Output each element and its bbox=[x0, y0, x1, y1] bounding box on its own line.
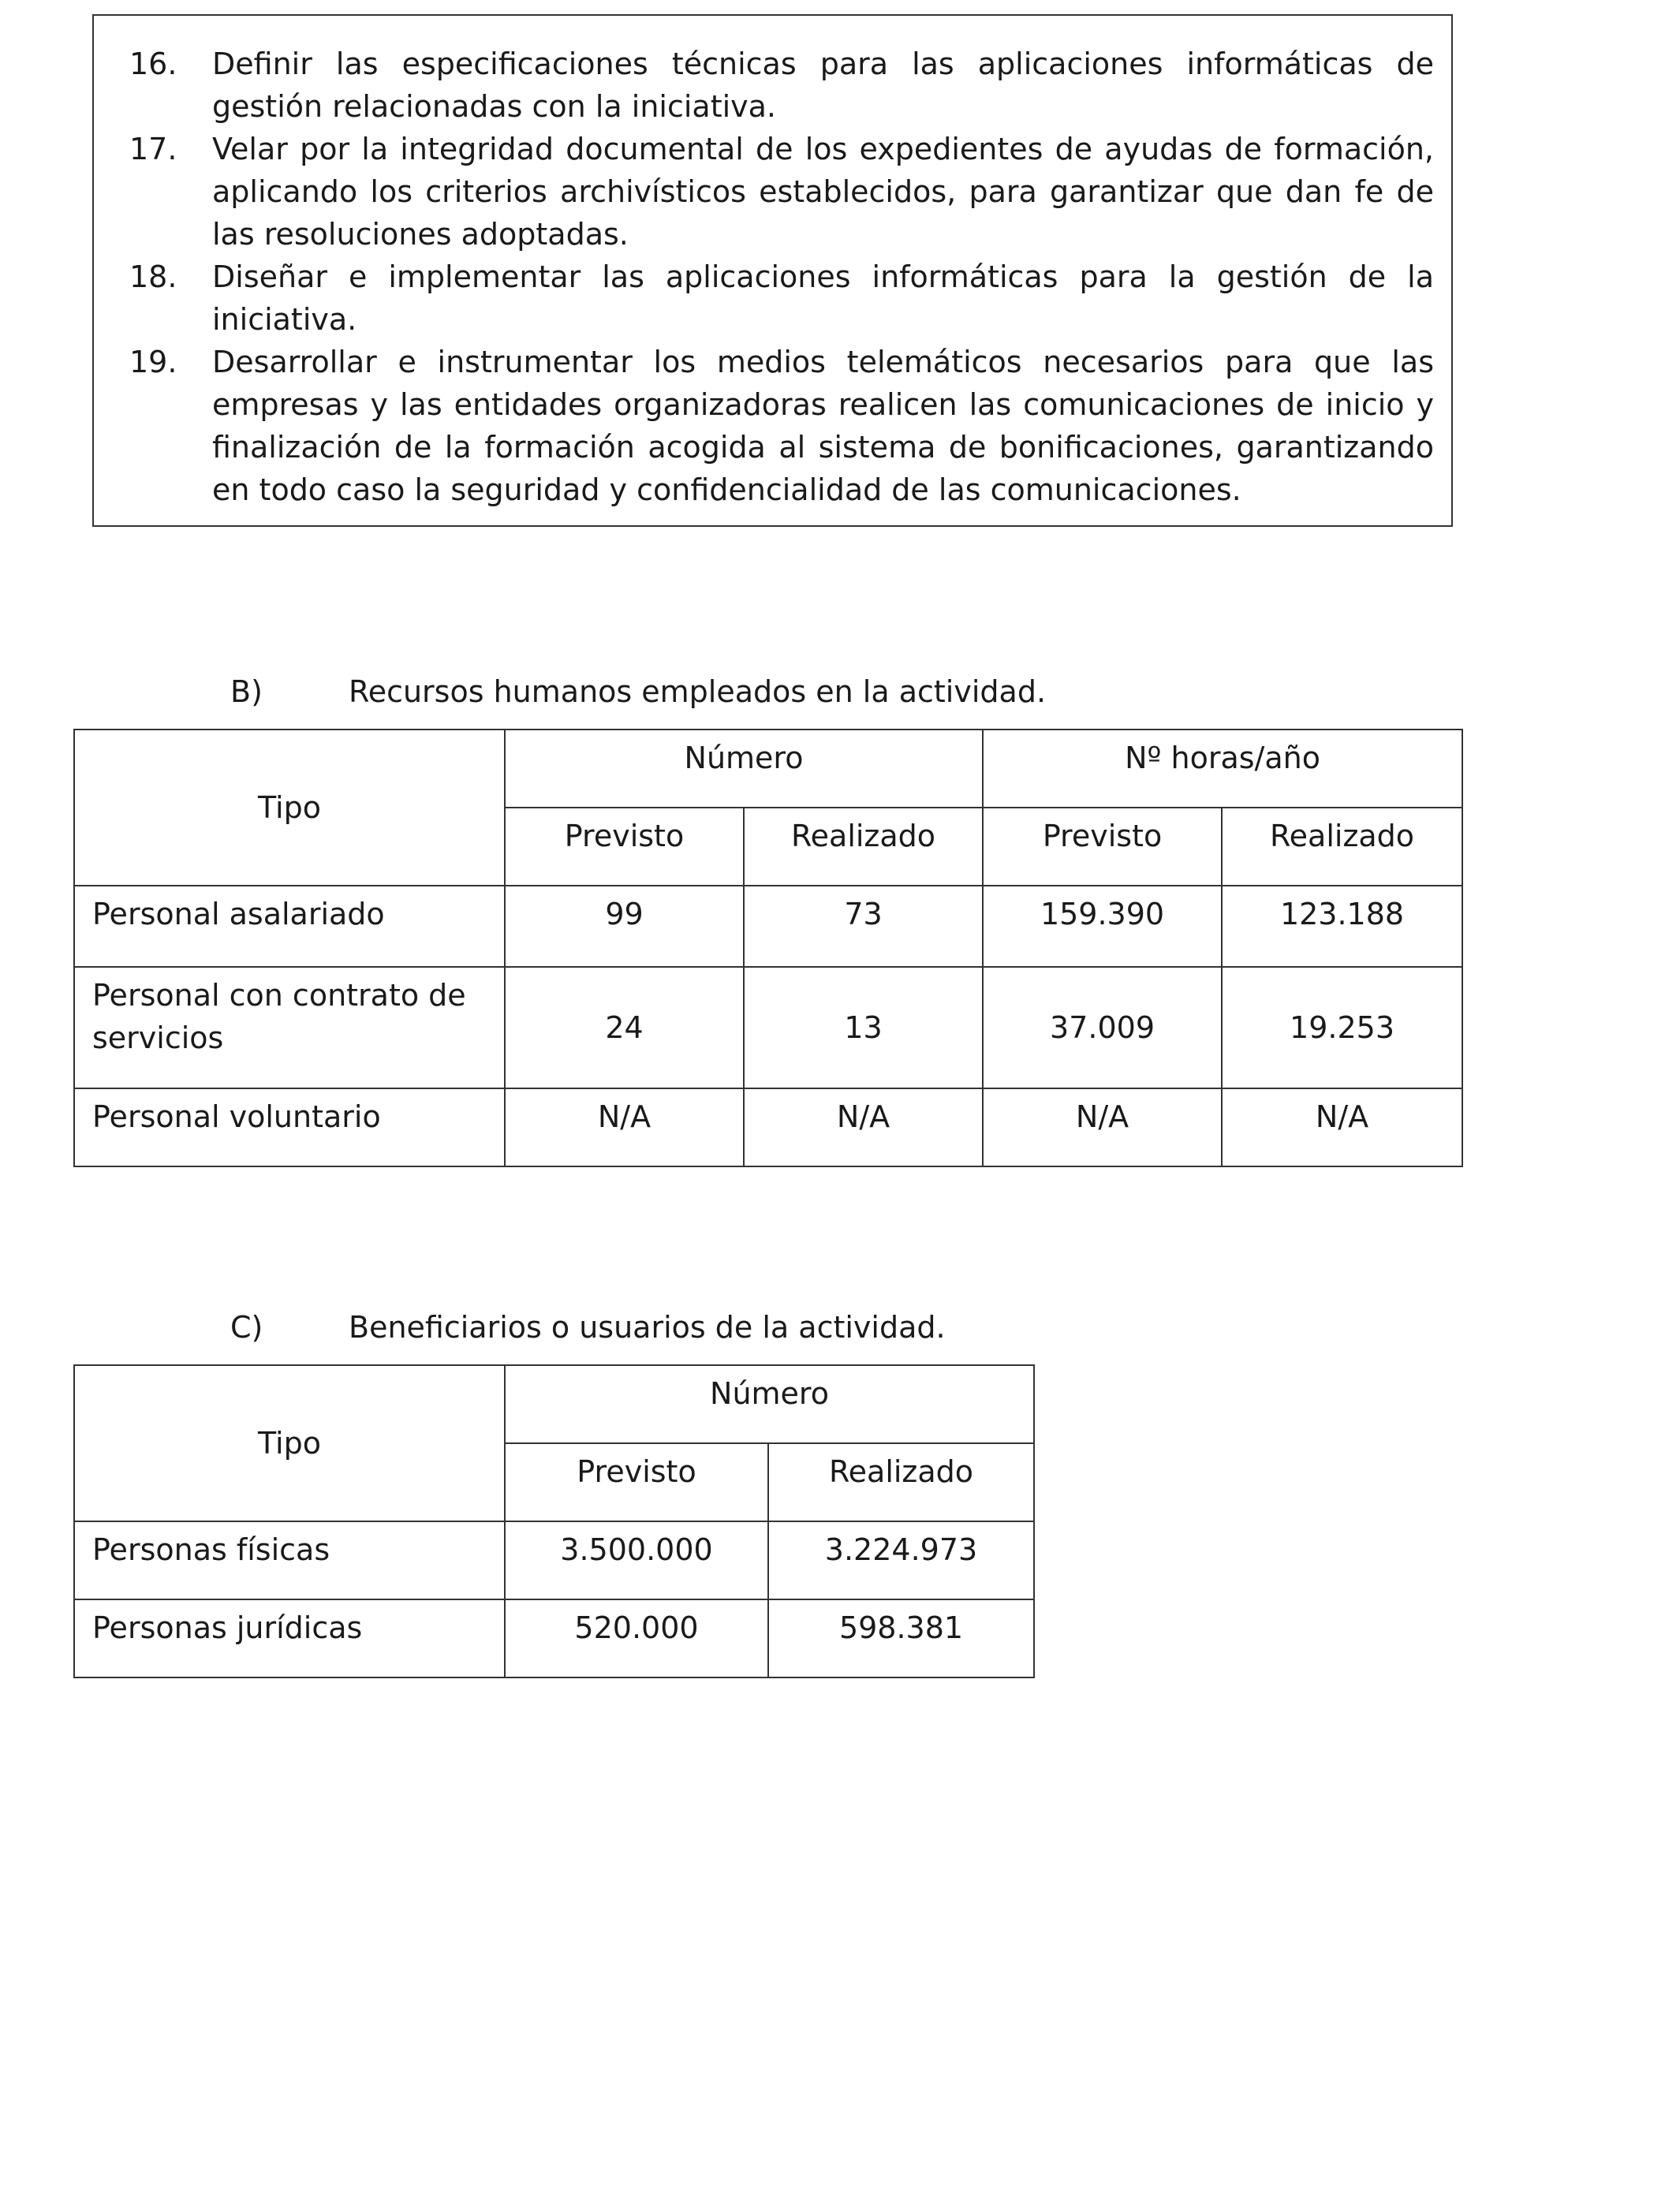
functions-list-box bbox=[92, 14, 1453, 527]
list-item-text: Diseñar e implementar las aplicaciones informáticas para la gestión de la iniciativa. bbox=[212, 259, 1434, 337]
row-label: Personal con contrato de servicios bbox=[74, 967, 505, 1088]
horas-realizado-cell: N/A bbox=[1222, 1088, 1462, 1166]
num-realizado-cell: 73 bbox=[744, 886, 983, 967]
realizado-cell: 3.224.973 bbox=[768, 1521, 1034, 1599]
table-row bbox=[74, 1088, 1462, 1166]
section-c-title: Beneficiarios o usuarios de la actividad. bbox=[349, 1310, 946, 1345]
previsto-header: Previsto bbox=[505, 1443, 768, 1521]
previsto-cell: 520.000 bbox=[505, 1599, 768, 1677]
section-b-letter: B) bbox=[230, 674, 263, 709]
num-previsto-cell: N/A bbox=[505, 1088, 744, 1166]
num-previsto-cell: 99 bbox=[505, 886, 744, 967]
list-item-number: 19. bbox=[129, 345, 177, 379]
list-item-number: 18. bbox=[129, 259, 177, 294]
previsto-header: Previsto bbox=[983, 808, 1222, 886]
horas-previsto-cell: 37.009 bbox=[983, 967, 1222, 1088]
row-label: Personal voluntario bbox=[74, 1088, 505, 1166]
tipo-header: Tipo bbox=[74, 1365, 505, 1521]
section-b-title: Recursos humanos empleados en la actividad. bbox=[349, 674, 1047, 709]
table-row bbox=[74, 967, 1462, 1088]
list-item-text: Definir las especificaciones técnicas para las aplicaciones informáticas de gestión relacionadas con la iniciativa. bbox=[212, 47, 1434, 124]
realizado-cell: 598.381 bbox=[768, 1599, 1034, 1677]
num-realizado-cell: N/A bbox=[744, 1088, 983, 1166]
list-item-number: 17. bbox=[129, 132, 177, 166]
human-resources-table bbox=[73, 729, 1463, 1167]
beneficiaries-table bbox=[73, 1364, 1035, 1678]
row-label: Personas jurídicas bbox=[74, 1599, 505, 1677]
list-item-text: Velar por la integridad documental de los expedientes de ayudas de formación, aplicando los criterios archivísticos establecidos, para garantizar que dan fe de las resoluciones adoptadas. bbox=[212, 132, 1434, 252]
table-row bbox=[74, 1521, 1034, 1599]
horas-realizado-cell: 123.188 bbox=[1222, 886, 1462, 967]
numero-header: Número bbox=[505, 730, 983, 808]
num-previsto-cell: 24 bbox=[505, 967, 744, 1088]
section-c-letter: C) bbox=[230, 1310, 263, 1345]
row-label: Personal asalariado bbox=[74, 886, 505, 967]
table-row bbox=[74, 1599, 1034, 1677]
numero-header: Número bbox=[505, 1365, 1034, 1443]
realizado-header: Realizado bbox=[1222, 808, 1462, 886]
realizado-header: Realizado bbox=[744, 808, 983, 886]
tipo-header: Tipo bbox=[74, 730, 505, 886]
horas-previsto-cell: 159.390 bbox=[983, 886, 1222, 967]
horas-realizado-cell: 19.253 bbox=[1222, 967, 1462, 1088]
previsto-cell: 3.500.000 bbox=[505, 1521, 768, 1599]
realizado-header: Realizado bbox=[768, 1443, 1034, 1521]
table-row bbox=[74, 886, 1462, 967]
list-item-number: 16. bbox=[129, 47, 177, 81]
horas-header: Nº horas/año bbox=[983, 730, 1462, 808]
horas-previsto-cell: N/A bbox=[983, 1088, 1222, 1166]
previsto-header: Previsto bbox=[505, 808, 744, 886]
num-realizado-cell: 13 bbox=[744, 967, 983, 1088]
list-item-text: Desarrollar e instrumentar los medios telemáticos necesarios para que las empresas y las entidades organizadoras realicen las comunicaciones de inicio y finalización de la formación acogida al sistema de bonificaciones, garantizando en todo caso la seguridad y confidencialidad de las comunicaciones. bbox=[212, 345, 1434, 507]
row-label: Personas físicas bbox=[74, 1521, 505, 1599]
